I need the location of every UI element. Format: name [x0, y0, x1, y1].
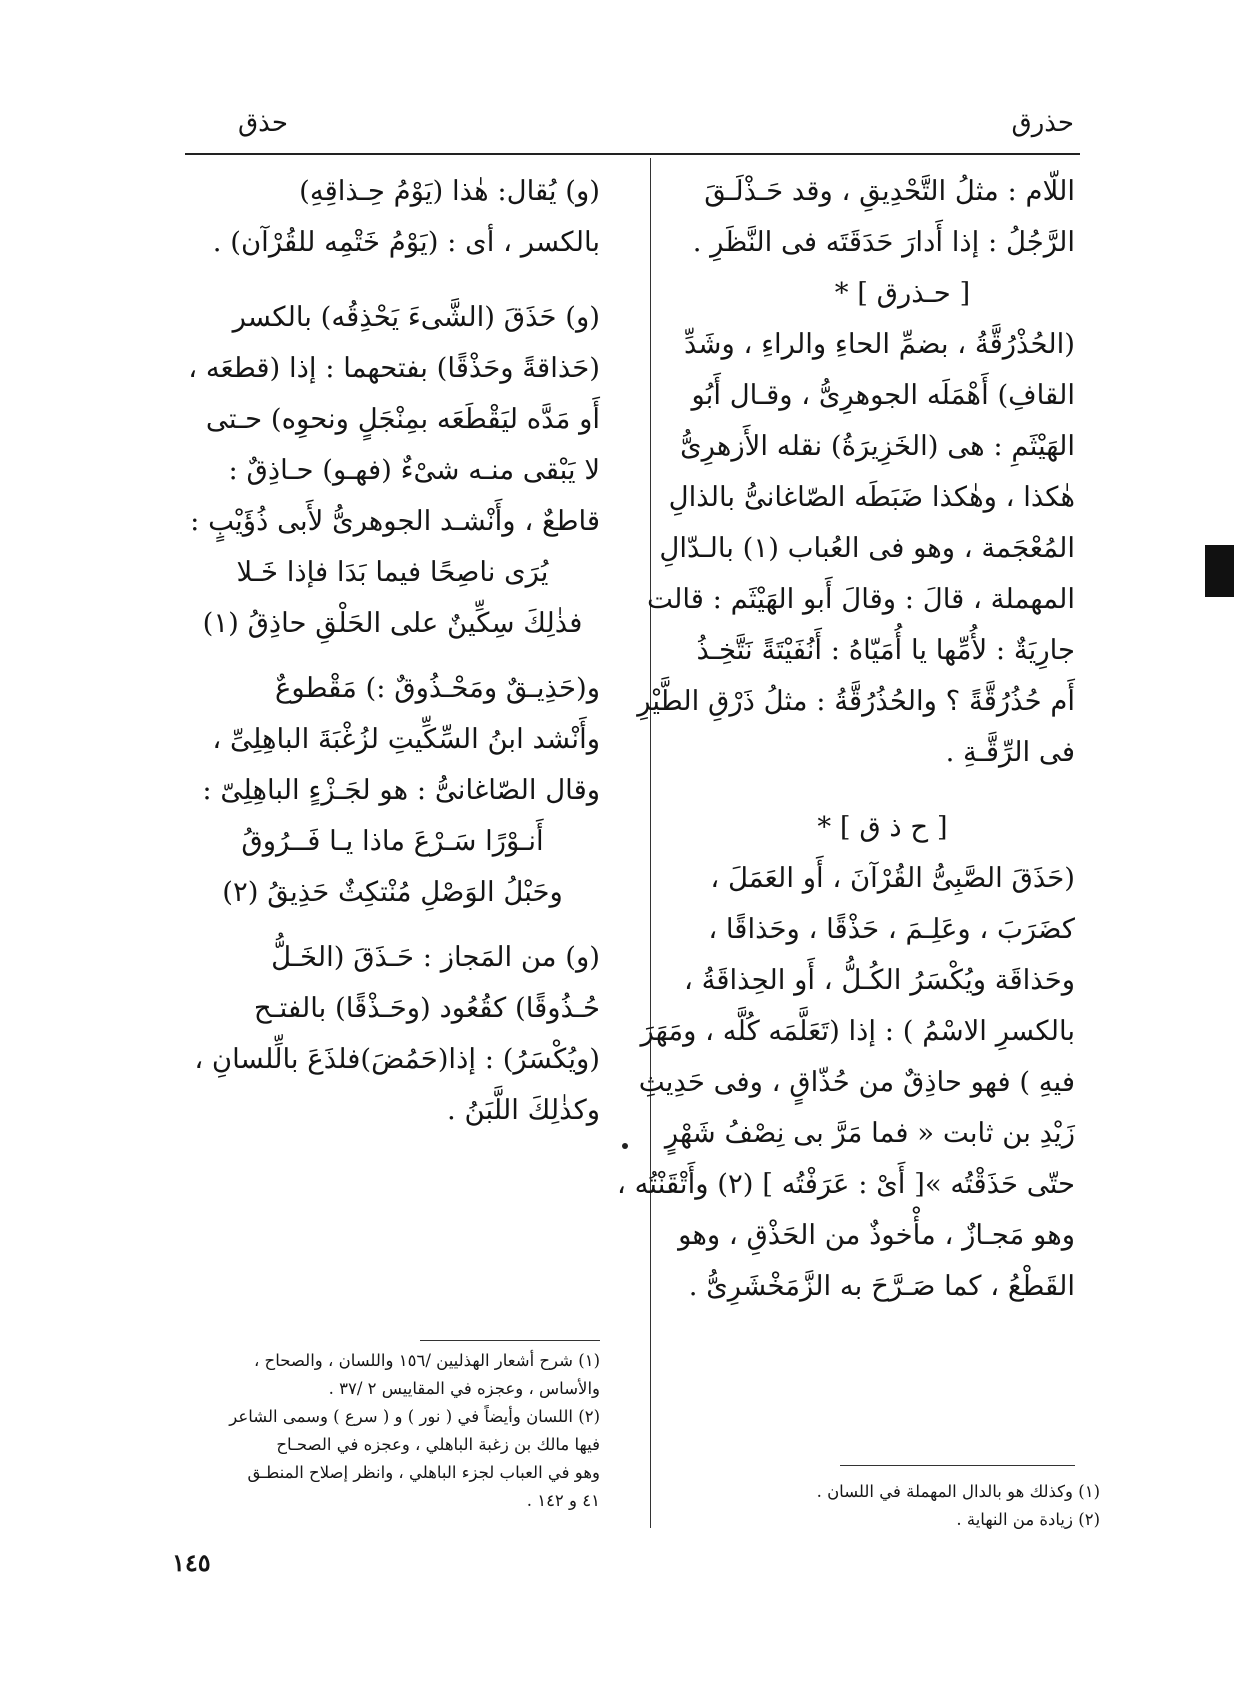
text-line: اللّام : مثلُ التَّحْدِيقِ ، وقد حَـذْلَـقَ	[704, 175, 1075, 207]
text-line: وقال الصّاغانىُّ : هو لجَـزْءٍ الباهِلِىّ :	[202, 774, 600, 806]
text-line: المهملة ، قالَ : وقالَ أَبو الهَيْثَم : قالت	[647, 583, 1075, 615]
text-line: القافِ) أَهْمَلَه الجوهرِىُّ ، وقـال أَبُو	[691, 379, 1075, 411]
verse-line: وحَبْلُ الوَصْلِ مُنْتكِثٌ حَذِيقُ (٢)	[222, 876, 563, 908]
text-line: وهو مَجـازٌ ، مأْخوذٌ من الحَذْقِ ، وهو	[678, 1219, 1075, 1251]
text-line: (و) يُقال: هٰذا (يَوْمُ حِـذاقِهِ)	[299, 175, 600, 207]
text-line: زَيْدِ بن ثابت « فما مَرَّ بى نِصْفُ شَهْرٍ	[664, 1117, 1075, 1149]
verse-line: أَنـوْرًا سَـرْعَ ماذا يـا فَــرُوقُ	[241, 825, 544, 857]
text-line: أَم حُذُرُقَّةً ؟ والحُذُرُقَّةُ : مثلُ ذَرْقِ الطَّيْرِ	[637, 685, 1075, 717]
footnote: وهو في العباب لجزء الباهلي ، وانظر إصلاح المنطـق	[247, 1463, 600, 1482]
right-column	[617, 166, 1075, 1312]
text-line: (ويُكْسَرُ) : إذا(حَمُضَ)فلذَعَ بالِّلسانِ ،	[194, 1043, 600, 1075]
text-line: أَو مَدَّه ليَقْطَعَه بمِنْجَلٍ ونحوِه) حـتى	[205, 403, 600, 435]
header-rule	[185, 153, 1080, 155]
footnote-rule-left	[420, 1340, 600, 1341]
footnote: فيها مالك بن زغبة الباهلي ، وعجزه في الصحـاح	[276, 1435, 600, 1454]
footnote: (٢) زيادة من النهاية .	[956, 1510, 1100, 1529]
text-line: و(حَذِيـقٌ ومَحْـذُوقٌ :) مَقْطوعٌ	[275, 672, 600, 704]
left-column	[185, 166, 600, 1136]
text-line: الرَّجُلُ : إذا أَدارَ حَدَقَتَه فى النَّظَرِ .	[692, 226, 1075, 258]
text-line: لا يَبْقى منـه شىْءٌ (فهـو) حـاذِقٌ :	[228, 454, 600, 486]
entry-heading-hdhruq: [ حـذرق ] *	[834, 277, 971, 309]
text-line: بالكسرِ الاسْمُ ) : إذا (تَعَلَّمَه كُلَّه ، ومَهَرَ	[640, 1015, 1075, 1047]
footnotes-right	[690, 1478, 1100, 1534]
text-line: حُـذُوقًا) كقُعُود (وحَـذْقًا) بالفتـح	[253, 992, 600, 1024]
text-line: (حَذاقةً وحَذْقًا) بفتحهما : إذا (قطعَه ،	[188, 352, 600, 384]
text-line: وحَذاقَة ويُكْسَرُ الكُـلُّ ، أَو الحِذاقَةُ ،	[683, 964, 1075, 996]
footnote: (١) وكذلك هو بالدال المهملة في اللسان .	[816, 1482, 1100, 1501]
text-line: الهَيْثَمِ : هى (الخَزِيرَةُ) نقله الأَزهرِىُّ	[680, 430, 1075, 462]
text-line: (و) من المَجاز : حَـذَقَ (الخَـلُّ	[271, 941, 600, 973]
verse-line: فذٰلِكَ سِكِّينٌ على الحَلْقِ حاذِقُ (١)	[202, 607, 583, 639]
thumb-index-mark	[1205, 545, 1234, 597]
text-line: وكذٰلِكَ اللَّبَنُ .	[447, 1094, 600, 1126]
footnotes-left	[185, 1347, 600, 1515]
text-line: المُعْجَمة ، وهو فى العُباب (١) بالـدّالِ	[659, 532, 1075, 564]
column-divider	[650, 158, 651, 1528]
footnote: والأساس ، وعجزه في المقاييس ٢ /٣٧ .	[328, 1379, 600, 1398]
entry-heading-hdhq: [ ح ذ ق ] *	[817, 811, 948, 843]
footnote: (٢) اللسان وأيضاً في ( نور ) و ( سرع ) وسمى الشاعر	[229, 1407, 600, 1426]
margin-dot	[622, 1143, 628, 1149]
text-line: فى الرِّقَّـةِ .	[945, 736, 1075, 768]
footnote: (١) شرح أشعار الهذليين /١٥٦ واللسان ، والصحاح ،	[253, 1351, 600, 1370]
text-line: (و) حَذَقَ (الشَّىءَ يَحْذِقُه) بالكسر	[232, 301, 600, 333]
running-header-right: حذرق	[1011, 108, 1074, 138]
footnote-rule-right	[840, 1465, 1075, 1466]
running-header-left: حذق	[238, 108, 288, 138]
text-line: (حَذَقَ الصَّبِىُّ القُرْآنَ ، أَو العَمَلَ ،	[710, 862, 1075, 894]
text-line: القَطْعُ ، كما صَـرَّحَ به الزَّمَخْشَرِىُّ .	[688, 1270, 1075, 1302]
text-line: فيهِ ) فهو حاذِقٌ من حُذّاقٍ ، وفى حَدِيثِ	[638, 1066, 1075, 1098]
text-line: قاطعٌ ، وأَنْشـد الجوهرىُّ لأَبى ذُؤَيْبٍ :	[190, 505, 600, 537]
text-line: هٰكذا ، وهٰكذا ضَبَطَه الصّاغانىُّ بالذالِ	[668, 481, 1075, 513]
text-line: حتّى حَذَقْتُه »[ أَىْ : عَرَفْتُه ] (٢) وأَتْقَنْتُه ،	[617, 1168, 1075, 1200]
text-line: جارِيَةٌ : لأُمِّها يا أُمَيّاهُ : أَنُفَيْتَةً نَتَّخِـذُ	[696, 634, 1075, 666]
text-line: كضَرَبَ ، وعَلِـمَ ، حَذْقًا ، وحَذاقًا ،	[708, 913, 1075, 945]
footnote: ٤١ و ١٤٢ .	[526, 1491, 600, 1510]
verse-line: يُرَى ناصِحًا فيما بَدَا فإذا خَـلا	[236, 556, 549, 588]
text-line: وأَنْشد ابنُ السِّكِّيتِ لزُغْبَةَ الباهِلِىِّ ،	[212, 723, 600, 755]
text-line: بالكسر ، أى : (يَوْمُ خَتْمِه للقُرْآن) .	[212, 226, 600, 258]
page-number: ١٤٥	[172, 1548, 211, 1577]
text-line: (الحُذْرُقَّةُ ، بضمِّ الحاءِ والراءِ ، وشَدِّ	[684, 328, 1075, 360]
